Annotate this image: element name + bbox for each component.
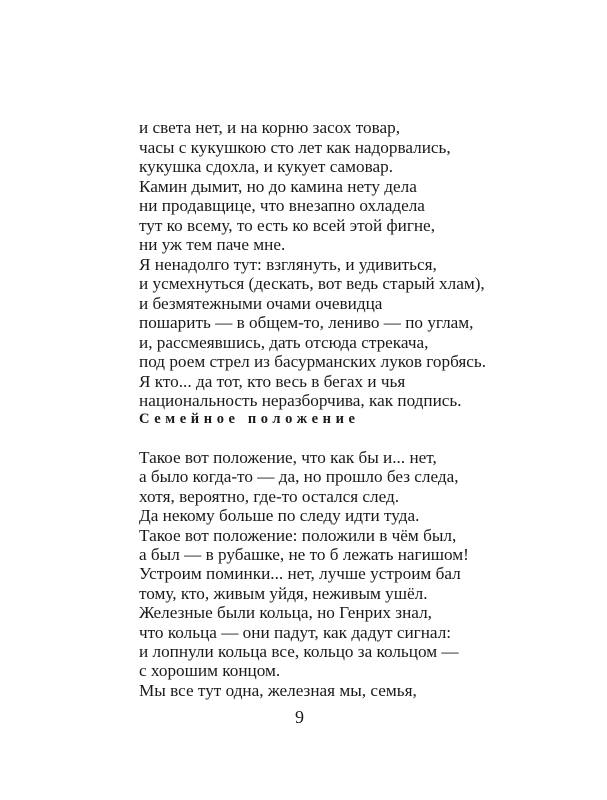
poem-line: ни уж тем паче мне. bbox=[139, 235, 286, 254]
poem-line: Такое вот положение: положили в чём был, bbox=[139, 525, 457, 545]
poem-line: Такое вот положение, что как бы и... нет, bbox=[139, 448, 437, 467]
poem-line: под роем стрел из басурманских луков горбясь. bbox=[139, 352, 487, 371]
poem-line: и безмятежными очами очевидца bbox=[139, 293, 383, 313]
poem-line: а был — в рубашке, не то б лежать нагишом! bbox=[139, 544, 469, 564]
poem-line: и усмехнуться (дескать, вот ведь старый хлам), bbox=[139, 274, 485, 293]
poem-line: кукушка сдохла, и кукует самовар. bbox=[139, 157, 394, 176]
poem-line: и лопнули кольца все, кольцо за кольцом — bbox=[139, 641, 459, 661]
poem-line: Мы все тут одна, железная мы, семья, bbox=[139, 680, 417, 700]
poem-stanza-2 bbox=[139, 448, 469, 700]
poem-title: Семейное положение bbox=[139, 411, 360, 427]
poem-line: пошарить — в общем-то, лениво — по углам, bbox=[139, 313, 474, 332]
poem-line: с хорошим концом. bbox=[139, 661, 281, 681]
poem-line: Устроим поминки... нет, лучше устроим бал bbox=[139, 564, 461, 584]
poem-line: тут ко всему, то есть ко всей этой фигне, bbox=[139, 215, 435, 235]
poem-line: и света нет, и на корню засох товар, bbox=[139, 118, 401, 137]
poem-line: хотя, вероятно, где-то остался след. bbox=[139, 486, 400, 506]
poem-line: тому, кто, живым уйдя, неживым ушёл. bbox=[139, 583, 428, 603]
poem-line: Я ненадолго тут: взглянуть, и удивиться, bbox=[139, 254, 437, 274]
poem-line: Я кто... да тот, кто весь в бегах и чья bbox=[139, 371, 406, 391]
poem-stanza-1 bbox=[139, 118, 486, 411]
page-number: 9 bbox=[295, 707, 304, 727]
poem-line: Железные были кольца, но Генрих знал, bbox=[139, 603, 432, 623]
poem-line: ни продавщице, что внезапно охладела bbox=[139, 196, 425, 215]
poem-line: часы с кукушкою сто лет как надорвались, bbox=[139, 137, 451, 157]
poem-line: и, рассмеявшись, дать отсюда стрекача, bbox=[139, 332, 429, 352]
poem-line: а было когда-то — да, но прошло без следа, bbox=[139, 467, 459, 487]
poem-line: Да некому больше по следу идти туда. bbox=[139, 506, 420, 526]
poem-line: что кольца — они падут, как дадут сигнал: bbox=[139, 622, 452, 642]
poem-line: национальность неразборчива, как подпись. bbox=[139, 391, 462, 410]
poem-line: Камин дымит, но до камина нету дела bbox=[139, 176, 417, 196]
